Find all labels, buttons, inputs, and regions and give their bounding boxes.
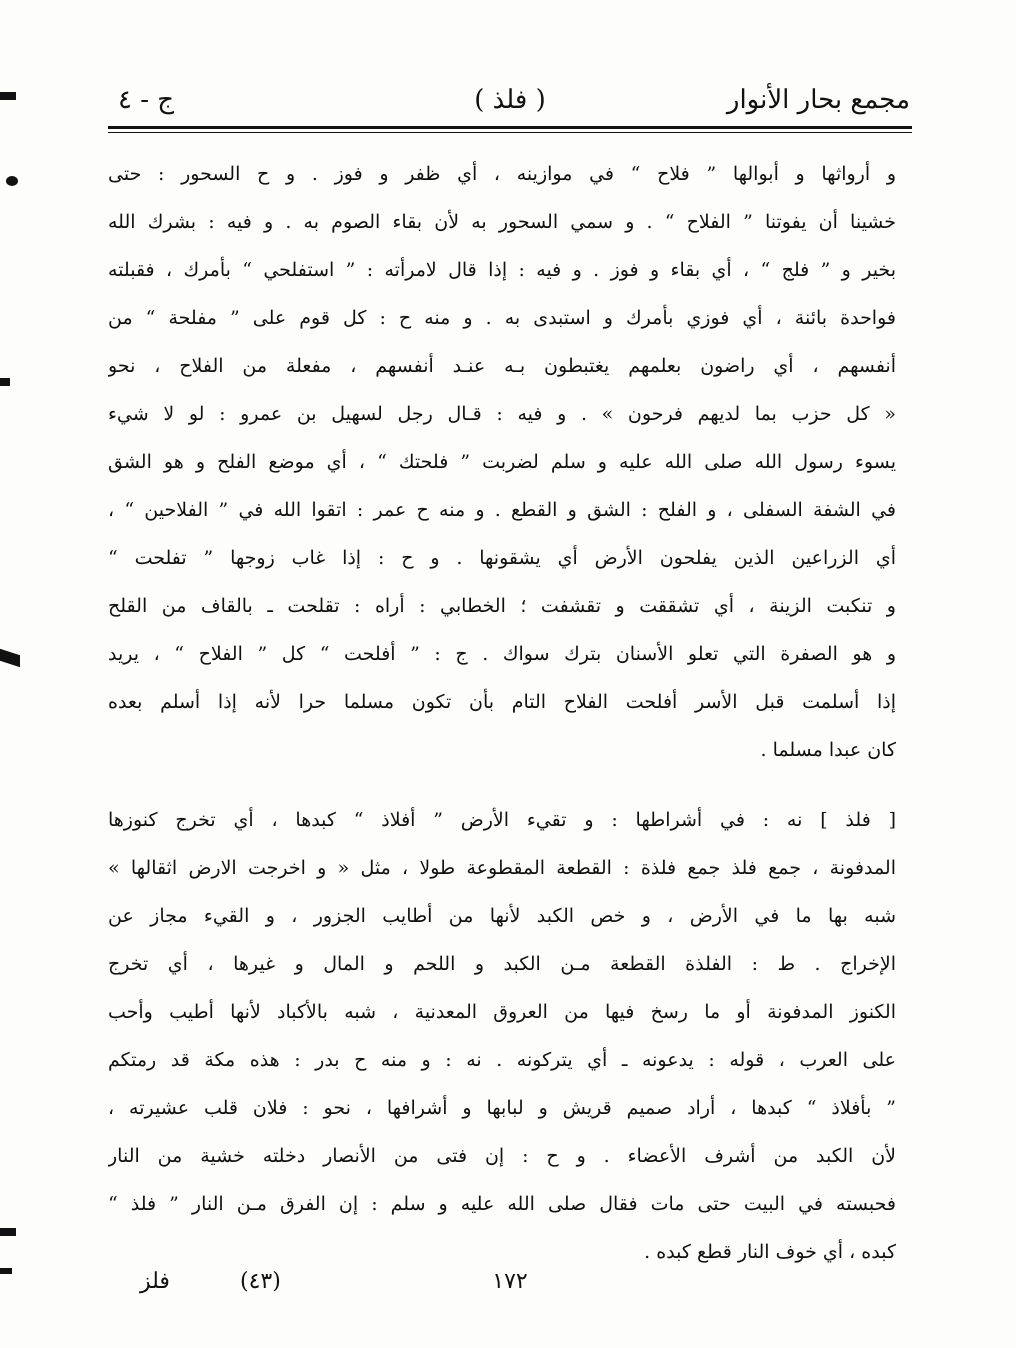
text-line: ” بأفلاذ “ كبدها ، أراد صميم قريش و لبابها و أشرافها ، نحو : فلان قلب عشيرته ، bbox=[108, 1097, 896, 1119]
text-line: على العرب ، قوله : يدعونه ـ أي يتركونه . نه : و منه ح بدر : هذه مكة قد رمتكم bbox=[108, 1049, 896, 1071]
margin-mark bbox=[0, 1228, 16, 1236]
page-number: ١٧٢ bbox=[492, 1269, 528, 1294]
header-rule-thin bbox=[108, 132, 912, 133]
text-line: [ فلذ ] نه : في أشراطها : و تقيء الأرض ” أفلاذ “ كبدها ، أي تخرج كنوزها bbox=[108, 809, 896, 831]
margin-mark bbox=[0, 1268, 12, 1274]
text-line: أنفسهم ، أي راضون بعلمهم يغتبطون بـه عنـد أنفسهم ، مفعلة من الفلاح ، نحو bbox=[108, 355, 896, 377]
text-line: بخير و ” فلج “ ، أي بقاء و فوز . و فيه : إذا قال لامرأته : ” استفلحي “ بأمرك ، فقبلته bbox=[108, 259, 896, 281]
text-line: و هو الصفرة التي تعلو الأسنان بترك سواك . ج : ” أفلحت “ كل ” الفلاح “ ، يريد bbox=[108, 643, 896, 665]
text-line: خشينا أن يفوتنا ” الفلاح “ . و سمي السحور به لأن بقاء الصوم به . و فيه : بشرك الله bbox=[108, 211, 896, 233]
text-line: « كل حزب بما لديهم فرحون » . و فيه : قـال رجل لسهيل بن عمرو : لو لا شيء bbox=[108, 403, 896, 425]
text-line: و أرواثها و أبوالها ” فلاح “ في موازينه ، أي ظفر و فوز . و ح السحور : حتى bbox=[108, 163, 896, 185]
sheet-number: (٤٣) bbox=[240, 1269, 281, 1294]
volume-label: ج - ٤ bbox=[118, 85, 175, 115]
text-line: الإخراج . ط : الفلذة القطعة مـن الكبد و اللحم و المال و غيرها ، أي تخرج bbox=[108, 953, 896, 975]
header-rule bbox=[108, 126, 912, 129]
text-line: الكنوز المدفونة أو ما رسخ فيها من العروق المعدنية ، شبه بالأكباد لأنها أطيب وأحب bbox=[108, 1001, 896, 1023]
text-line: المدفونة ، جمع فلذ جمع فلذة : القطعة المقطوعة طولا ، مثل « و اخرجت الارض اثقالها » bbox=[108, 857, 896, 879]
margin-mark bbox=[0, 649, 20, 667]
text-line: أي الزراعين الذين يفلحون الأرض أي يشقونها . و ح : إذا غاب زوجها ” تفلحت “ bbox=[108, 547, 896, 569]
text-line: شبه بها ما في الأرض ، و خص الكبد لأنها من أطايب الجزور ، و القيء مجاز عن bbox=[108, 905, 896, 927]
page-footer bbox=[110, 1262, 910, 1302]
text-line: فواحدة بائنة ، أي فوزي بأمرك و استبدى به . و منه ح : كل قوم على ” مفلحة “ من bbox=[108, 307, 896, 329]
margin-mark bbox=[0, 92, 16, 100]
body-text bbox=[108, 150, 896, 1276]
text-line: في الشفة السفلى ، و الفلح : الشق و القطع . و منه ح عمر : اتقوا الله في ” الفلاحين “ ، bbox=[108, 499, 896, 521]
margin-mark bbox=[0, 378, 10, 386]
text-line: كان عبدا مسلما . bbox=[760, 739, 896, 761]
entry-heading: ( فلذ ) bbox=[474, 85, 546, 115]
text-line: لأن الكبد من أشرف الأعضاء . و ح : إن فتى من الأنصار دخلته خشية من النار bbox=[108, 1145, 896, 1167]
book-title: مجمع بحار الأنوار bbox=[726, 85, 910, 115]
paragraph-gap bbox=[108, 774, 896, 796]
text-line: إذا أسلمت قبل الأسر أفلحت الفلاح التام بأن تكون مسلما حرا لأنه إذا أسلم بعده bbox=[108, 691, 896, 713]
text-line: يسوء رسول الله صلى الله عليه و سلم لضربت ” فلحتك “ ، أي موضع الفلح و هو الشق bbox=[108, 451, 896, 473]
footer-code: فلز bbox=[140, 1269, 170, 1294]
text-line: و تنكبت الزينة ، أي تشققت و تقشفت ؛ الخطابي : أراه : تقلحت ـ بالقاف من القلح bbox=[108, 595, 896, 617]
page-header bbox=[110, 78, 910, 122]
margin-mark bbox=[6, 176, 18, 186]
text-line: فحبسته في البيت حتى مات فقال صلى الله عليه و سلم : إن الفرق مـن النار ” فلذ “ bbox=[108, 1193, 896, 1215]
text-line: كبده ، أي خوف النار قطع كبده . bbox=[644, 1241, 896, 1263]
